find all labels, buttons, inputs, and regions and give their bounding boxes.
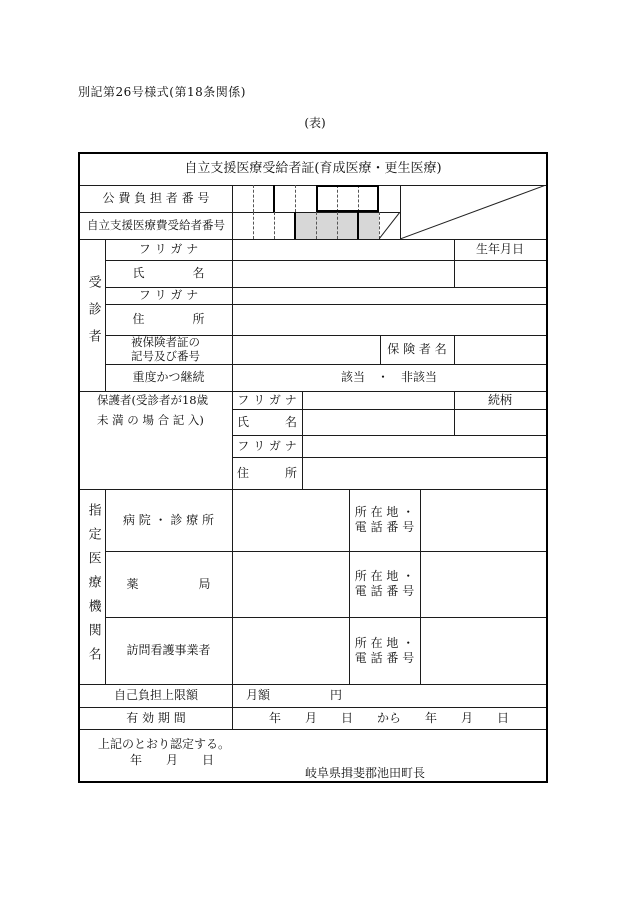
severe-continuous-options: 該当 ・ 非該当 (340, 370, 437, 384)
pharmacy-address-label: 所 在 地 ・ 電 話 番 号 (354, 569, 415, 598)
patient-address-label: 住 所 (132, 312, 205, 326)
form-number-note: 別記第26号様式(第18条関係) (78, 85, 246, 99)
patient-furigana-label: フ リ ガ ナ (138, 242, 199, 256)
home-nursing-address-label: 所 在 地 ・ 電 話 番 号 (354, 635, 415, 665)
grid-line-v (420, 489, 421, 684)
bold-divider (294, 212, 296, 239)
copay-limit-value: 月額 円 (246, 688, 343, 702)
certification-date: 年 月 日 (130, 753, 215, 767)
validity-period-label: 有 効 期 間 (126, 710, 186, 725)
dashed-divider (253, 185, 254, 212)
dashed-divider (316, 212, 317, 239)
bold-divider (357, 212, 359, 239)
patient-section-label: 受診者 (85, 274, 101, 356)
patient-name-label: 氏 名 (132, 266, 205, 280)
insurer-name-label: 保 険 者 名 (387, 342, 447, 356)
recipient-number-label: 自立支援医療費受給者番号 (87, 218, 225, 233)
copay-limit-label: 自己負担上限額 (113, 688, 198, 702)
validity-period-value: 年 月 日 から 年 月 日 (268, 710, 509, 725)
pharmacy-label: 薬 局 (126, 576, 211, 591)
guardian-address-label: 住 所 (236, 465, 297, 480)
grid-line-v (302, 391, 303, 489)
emphasis-box (316, 185, 379, 212)
hospital-address-label: 所 在 地 ・ 電 話 番 号 (354, 505, 415, 534)
diagonal-slash-icon (379, 212, 400, 239)
guardian-furigana2-label: フ リ ガ ナ (237, 438, 297, 453)
guardian-name-label: 氏 名 (236, 414, 297, 429)
certification-signer: 岐阜県揖斐郡池田町長 (304, 766, 425, 780)
patient-furigana2-label: フ リ ガ ナ (138, 288, 199, 302)
grid-line-h (80, 729, 546, 730)
dashed-divider (337, 212, 338, 239)
certificate-form (78, 152, 548, 783)
guardian-section-label: 保護者(受診者が18歳 未 満 の 場 合 記 入) (97, 393, 209, 427)
form-title: 自立支援医療受給者証(育成医療・更生医療) (184, 161, 442, 177)
diagonal-strikeout-icon (400, 185, 546, 239)
front-side-label: (表) (304, 116, 326, 130)
hospital-clinic-label: 病 院 ・ 診 療 所 (122, 512, 215, 527)
bold-divider (273, 185, 275, 212)
grid-line-v (454, 335, 455, 364)
institutions-section-label: 指定医療機関名 (85, 502, 101, 671)
dashed-divider (274, 212, 275, 239)
guardian-furigana-label: フ リ ガ ナ (237, 392, 297, 407)
relation-label: 続柄 (487, 392, 512, 407)
dashed-divider (295, 185, 296, 212)
payer-number-label: 公 費 負 担 者 番 号 (102, 191, 210, 205)
home-nursing-label: 訪問看護事業者 (126, 643, 211, 657)
birthdate-label: 生年月日 (475, 242, 524, 256)
certification-statement: 上記のとおり認定する。 (98, 737, 231, 751)
insurance-card-label: 被保険者証の 記号及び番号 (131, 335, 200, 364)
severe-continuous-label: 重度かつ継続 (132, 370, 205, 384)
dashed-divider (253, 212, 254, 239)
